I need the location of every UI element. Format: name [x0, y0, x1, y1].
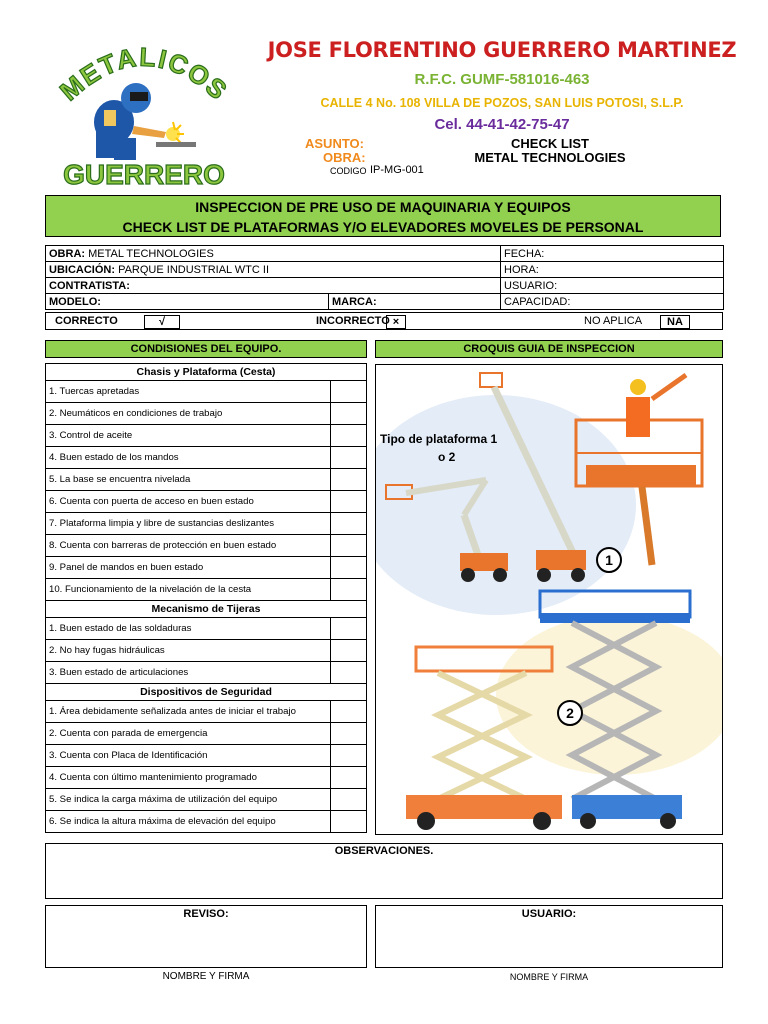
form-title-line1: INSPECCION DE PRE USO DE MAQUINARIA Y EQUIPOS	[195, 199, 571, 215]
checklist-row	[46, 447, 367, 469]
marker-2: 2	[566, 705, 574, 721]
watermark-shape	[376, 395, 636, 615]
checklist-section-tijeras: Mecanismo de Tijeras	[46, 601, 367, 618]
checklist-row	[46, 618, 367, 640]
checklist-mark-box[interactable]	[330, 640, 366, 662]
checklist-mark-box[interactable]	[330, 447, 366, 469]
checklist-mark-box[interactable]	[330, 425, 366, 447]
checklist-mark-box[interactable]	[330, 767, 366, 789]
checklist-item: 10. Funcionamiento de la nivelación de la cesta	[46, 579, 331, 601]
legend-no-aplica: NO APLICA	[584, 315, 643, 327]
checklist-item: 1. Área debidamente señalizada antes de iniciar el trabajo	[46, 701, 331, 723]
checklist-row	[46, 767, 367, 789]
checklist-row	[46, 557, 367, 579]
checklist-mark-box[interactable]	[330, 381, 366, 403]
checklist-mark-box[interactable]	[330, 811, 366, 833]
checklist-mark-box[interactable]	[330, 662, 366, 684]
checklist-row	[46, 425, 367, 447]
usuario-label: USUARIO:	[521, 908, 577, 920]
general-info-table	[45, 245, 724, 310]
checklist-section-chasis: Chasis y Plataforma (Cesta)	[46, 364, 367, 381]
condiciones-header: CONDISIONES DEL EQUIPO.	[45, 340, 367, 358]
tipo-plataforma-label: Tipo de plataforma 1	[380, 432, 498, 446]
ubicacion-field-label: UBICACIÓN:	[49, 263, 115, 276]
obra-field[interactable]	[46, 246, 501, 262]
checklist-item: 9. Panel de mandos en buen estado	[46, 557, 331, 579]
checklist-row	[46, 491, 367, 513]
legend-correcto-mark: √	[144, 315, 180, 329]
fecha-field-label: FECHA:	[504, 247, 545, 260]
checklist-mark-box[interactable]	[330, 469, 366, 491]
nombre-firma-usuario: NOMBRE Y FIRMA	[509, 972, 589, 982]
company-owner-name: JOSE FLORENTINO GUERRERO MARTINEZ	[267, 38, 737, 62]
capacidad-field-label: CAPACIDAD:	[504, 295, 571, 308]
checklist-row	[46, 723, 367, 745]
usuario-field[interactable]	[501, 278, 724, 294]
checklist-section-seguridad: Dispositivos de Seguridad	[46, 684, 367, 701]
checklist-row	[46, 579, 367, 601]
checklist-item: 3. Buen estado de articulaciones	[46, 662, 331, 684]
checklist-row	[46, 811, 367, 833]
observaciones-label: OBSERVACIONES.	[334, 845, 434, 857]
marca-field-label: MARCA:	[332, 295, 377, 308]
checklist-mark-box[interactable]	[330, 723, 366, 745]
checklist-mark-box[interactable]	[330, 403, 366, 425]
marker-1: 1	[605, 552, 613, 568]
obra-field-value: METAL TECHNOLOGIES	[88, 247, 214, 260]
contratista-field-label: CONTRATISTA:	[49, 279, 130, 292]
capacidad-field[interactable]	[501, 294, 724, 310]
codigo-value: IP-MG-001	[370, 164, 424, 176]
checklist-table	[45, 363, 367, 833]
checklist-row	[46, 381, 367, 403]
croquis-image-panel	[375, 364, 723, 835]
rfc-line: R.F.C. GUMF-581016-463	[414, 71, 590, 88]
obra-label: OBRA:	[323, 150, 366, 165]
codigo-label: CODIGO	[330, 166, 367, 176]
fecha-field[interactable]	[501, 246, 724, 262]
checklist-mark-box[interactable]	[330, 513, 366, 535]
checklist-item: 8. Cuenta con barreras de protección en buen estado	[46, 535, 331, 557]
checklist-row	[46, 662, 367, 684]
checklist-item: 6. Se indica la altura máxima de elevación del equipo	[46, 811, 331, 833]
modelo-field[interactable]	[46, 294, 329, 310]
checklist-mark-box[interactable]	[330, 579, 366, 601]
checklist-row	[46, 640, 367, 662]
checklist-mark-box[interactable]	[330, 789, 366, 811]
checklist-mark-box[interactable]	[330, 557, 366, 579]
legend-correcto: CORRECTO	[55, 315, 118, 327]
checklist-item: 4. Cuenta con último mantenimiento programado	[46, 767, 331, 789]
hora-field-label: HORA:	[504, 263, 539, 276]
tipo-plataforma-label-2: o 2	[438, 450, 456, 464]
reviso-label: REVISO:	[183, 908, 229, 920]
checklist-item: 2. Neumáticos en condiciones de trabajo	[46, 403, 331, 425]
address-line: CALLE 4 No. 108 VILLA DE POZOS, SAN LUIS POTOSI, S.L.P.	[320, 96, 684, 110]
hora-field[interactable]	[501, 262, 724, 278]
marca-field[interactable]	[329, 294, 501, 310]
checklist-row	[46, 403, 367, 425]
checklist-item: 1. Tuercas apretadas	[46, 381, 331, 403]
checklist-item: 2. Cuenta con parada de emergencia	[46, 723, 331, 745]
checklist-mark-box[interactable]	[330, 701, 366, 723]
checklist-item: 5. Se indica la carga máxima de utilización del equipo	[46, 789, 331, 811]
checklist-item: 6. Cuenta con puerta de acceso en buen estado	[46, 491, 331, 513]
asunto-label: ASUNTO:	[305, 136, 364, 151]
checklist-row	[46, 745, 367, 767]
asunto-value: CHECK LIST	[511, 136, 589, 151]
contratista-field[interactable]	[46, 278, 501, 294]
phone-line: Cel. 44-41-42-75-47	[434, 116, 570, 133]
legend-incorrecto: INCORRECTO	[316, 315, 390, 327]
logo-top-text: METALICOS	[53, 41, 235, 107]
checklist-item: 3. Cuenta con Placa de Identificación	[46, 745, 331, 767]
checklist-item: 1. Buen estado de las soldaduras	[46, 618, 331, 640]
platform-illustration	[376, 365, 723, 835]
logo-bottom-text: GUERRERO	[63, 159, 225, 190]
metalicos-guerrero-logo	[44, 34, 244, 194]
checklist-item: 7. Plataforma limpia y libre de sustancias deslizantes	[46, 513, 331, 535]
obra-value: METAL TECHNOLOGIES	[474, 150, 626, 165]
checklist-row	[46, 701, 367, 723]
ubicacion-field-value: PARQUE INDUSTRIAL WTC II	[118, 263, 270, 276]
legend-row	[45, 312, 723, 330]
checklist-mark-box[interactable]	[330, 618, 366, 640]
checklist-item: 5. La base se encuentra nivelada	[46, 469, 331, 491]
checklist-item: 3. Control de aceite	[46, 425, 331, 447]
checklist-row	[46, 469, 367, 491]
checklist-mark-box[interactable]	[330, 745, 366, 767]
form-title	[45, 195, 721, 237]
legend-no-aplica-mark: NA	[660, 315, 690, 329]
watermark-shape	[496, 615, 723, 775]
checklist-row	[46, 535, 367, 557]
checklist-row	[46, 789, 367, 811]
checklist-mark-box[interactable]	[330, 491, 366, 513]
modelo-field-label: MODELO:	[49, 295, 101, 308]
obra-field-label: OBRA:	[49, 247, 86, 260]
form-title-line2: CHECK LIST DE PLATAFORMAS Y/O ELEVADORES MOVELES DE PERSONAL	[122, 219, 644, 235]
ubicacion-field[interactable]	[46, 262, 501, 278]
checklist-item: 4. Buen estado de los mandos	[46, 447, 331, 469]
nombre-firma-reviso: NOMBRE Y FIRMA	[162, 971, 250, 982]
usuario-field-label: USUARIO:	[504, 279, 558, 292]
checklist-row	[46, 513, 367, 535]
legend-incorrecto-mark: ×	[386, 315, 406, 329]
croquis-header: CROQUIS GUIA DE INSPECCION	[375, 340, 723, 358]
checklist-item: 2. No hay fugas hidráulicas	[46, 640, 331, 662]
checklist-mark-box[interactable]	[330, 535, 366, 557]
